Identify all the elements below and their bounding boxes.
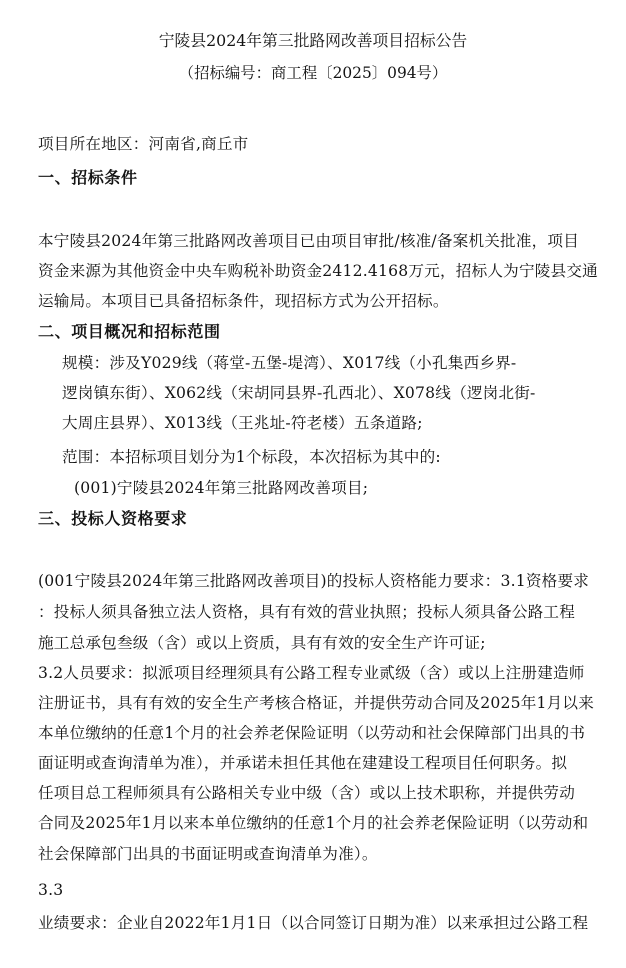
scale-line: 大周庄县界）、X013线（王兆址-符老楼）五条道路;	[62, 414, 423, 432]
qualification-line: 社会保障部门出具的书面证明或查询清单为准）。	[38, 845, 378, 863]
paragraph-line: 运输局。本项目已具备招标条件，现招标方式为公开招标。	[38, 292, 449, 310]
section-heading-bidder-qualifications: 三、投标人资格要求	[38, 509, 188, 528]
project-location: 项目所在地区：河南省,商丘市	[38, 135, 249, 153]
qualification-line: (001宁陵县2024年第三批路网改善项目)的投标人资格能力要求：3.1资格要求	[38, 572, 590, 590]
qualification-line: ：投标人须具备独立法人资格，具有有效的营业执照；投标人须具备公路工程	[38, 603, 575, 621]
section-heading-bidding-conditions: 一、招标条件	[38, 168, 138, 187]
qualification-line: 3.2人员要求：拟派项目经理须具有公路工程专业贰级（含）或以上注册建造师	[38, 664, 585, 682]
qualification-line: 业绩要求：企业自2022年1月1日（以合同签订日期为准）以来承担过公路工程	[38, 914, 589, 932]
scope-line: 范围：本招标项目划分为1个标段，本次招标为其中的:	[62, 448, 441, 466]
qualification-line: 本单位缴纳的任意1个月的社会养老保险证明（以劳动和社会保障部门出具的书	[38, 724, 586, 742]
scale-line: 逻岗镇东街）、X062线（宋胡同县界-孔西北）、X078线（逻岗北街-	[62, 384, 536, 402]
qualification-line: 面证明或查询清单为准），并承诺未担任其他在建建设工程项目任何职务。拟	[38, 754, 568, 772]
announcement-title: 宁陵县2024年第三批路网改善项目招标公告	[158, 31, 468, 50]
section-heading-project-overview: 二、项目概况和招标范围	[38, 322, 221, 341]
qualification-line: 注册证书，具有有效的安全生产考核合格证，并提供劳动合同及2025年1月以来	[38, 694, 595, 712]
bid-section-item: (001)宁陵县2024年第三批路网改善项目;	[74, 479, 369, 497]
paragraph-line: 资金来源为其他资金中央车购税补助资金2412.4168万元，招标人为宁陵县交通	[38, 262, 598, 280]
scale-line: 规模：涉及Y029线（蒋堂-五堡-堤湾）、X017线（小孔集西乡界-	[62, 354, 517, 372]
qualification-line: 任项目总工程师须具有公路相关专业中级（含）或以上技术职称，并提供劳动	[38, 784, 575, 802]
qualification-line: 施工总承包叁级（含）或以上资质，具有有效的安全生产许可证;	[38, 634, 486, 652]
bid-number: （招标编号：商工程〔2025〕094号）	[178, 64, 448, 82]
qualification-line: 合同及2025年1月以来本单位缴纳的任意1个月的社会养老保险证明（以劳动和	[38, 814, 589, 832]
qualification-line: 3.3	[38, 881, 64, 899]
paragraph-line: 本宁陵县2024年第三批路网改善项目已由项目审批/核准/备案机关批准，项目	[38, 232, 579, 250]
